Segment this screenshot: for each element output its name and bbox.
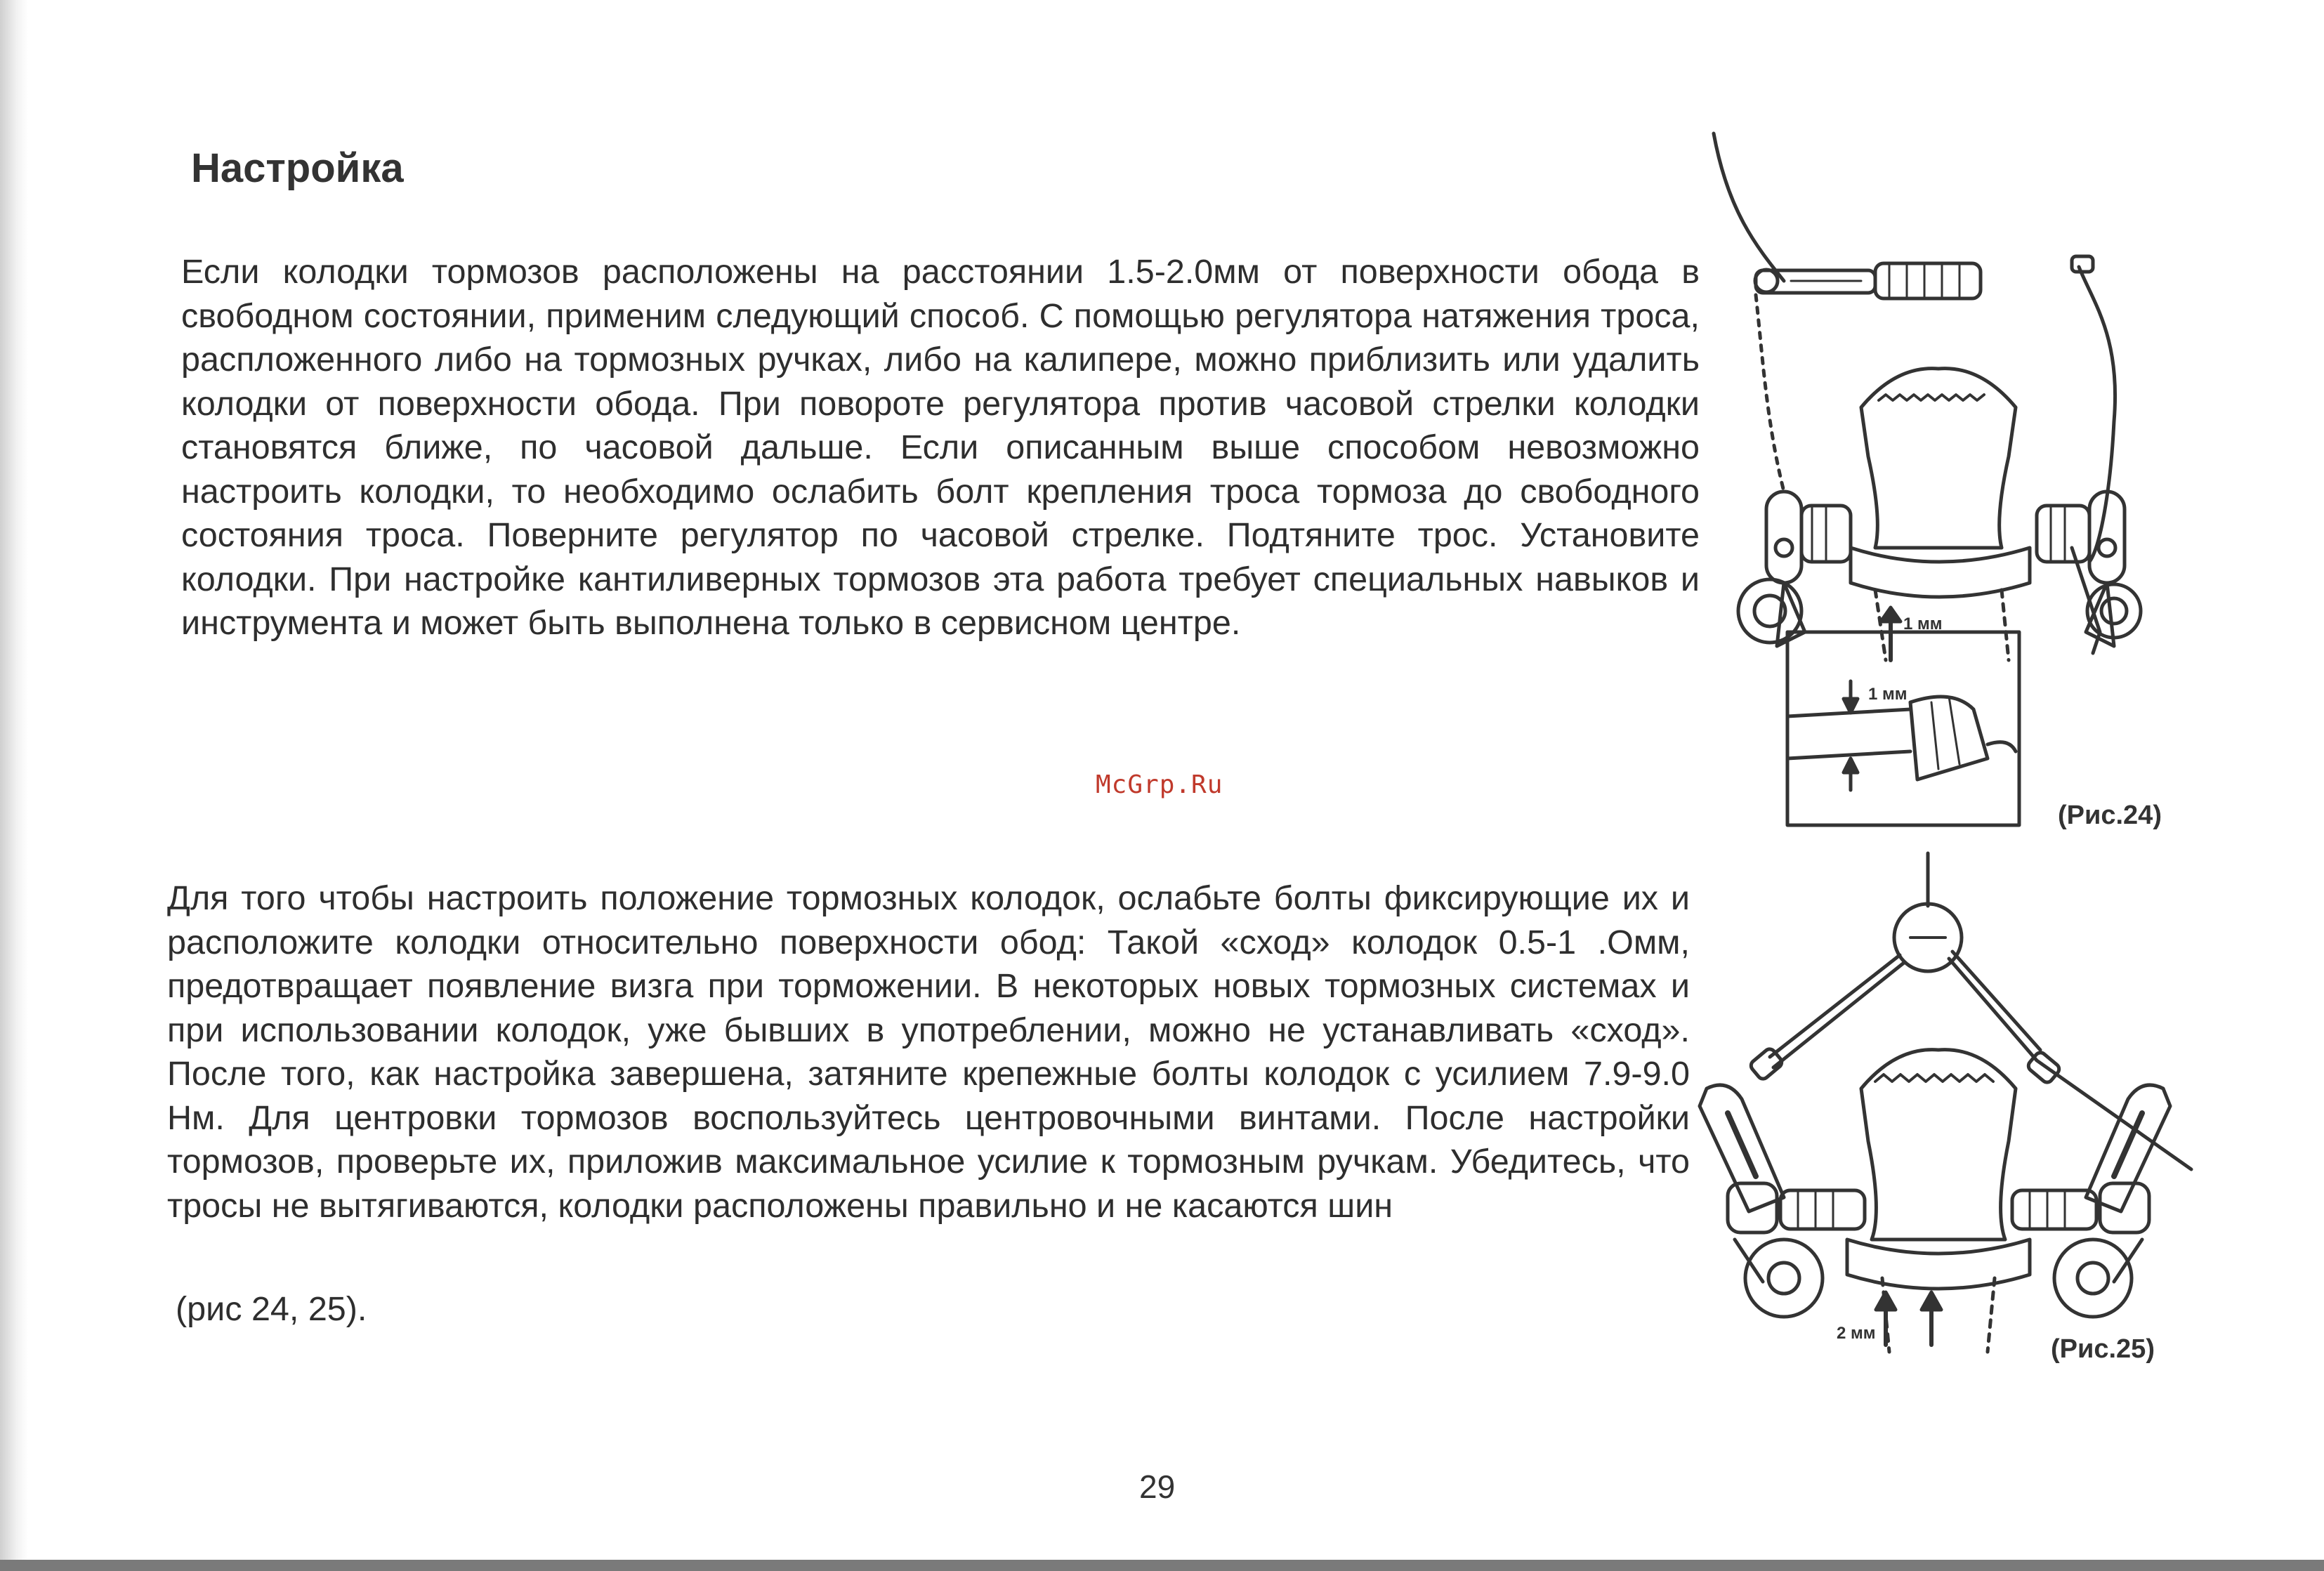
figure-24-inset-dimension-label: 1 мм [1868, 685, 1908, 704]
page-binding-shadow [0, 0, 28, 1571]
paragraph-figure-reference: (рис 24, 25). [176, 1290, 367, 1328]
figure-24-cantilever-brake-diagram [1700, 126, 2191, 836]
figure-25-dimension-label: 2 мм [1837, 1324, 1876, 1343]
scan-bottom-edge [0, 1560, 2324, 1571]
watermark: McGrp.Ru [1096, 770, 1223, 799]
figure-25-v-brake-diagram [1686, 846, 2205, 1387]
page-title: Настройка [191, 145, 404, 191]
figure-24-caption: (Рис.24) [2058, 801, 2162, 830]
figure-24-dimension-label: 1 мм [1903, 614, 1943, 633]
figure-25-caption: (Рис.25) [2051, 1334, 2155, 1364]
paragraph-cable-tension: Если колодки тормозов расположены на расстоянии 1.5-2.0мм от поверхности обода в свободном состоянии, применим следующий способ. С помощью регулятора натяжения троса, распложенного либо на тормозных ручках, либо на калипере, можно приблизить или удалить колодки от поверхности обода. При повороте регулятора против часовой стрелки колодки становятся ближе, по часовой дальше. Если описанным выше способом невозможно настроить колодки, то необходимо ослабить болт крепления троса тормоза до свободного состояния троса. Поверните регулятор по часовой стрелке. Подтяните трос. Установите колодки. При настройке кантиливерных тормозов эта работа требует специальных навыков и инструмента и может быть выполнена только в сервисном центре. [181, 253, 1700, 642]
page-number: 29 [1139, 1468, 1176, 1505]
paragraph-pad-position: Для того чтобы настроить положение тормозных колодок, ослабьте болты фиксирующие их и расположите колодки относительно поверхности обод: Такой «сход» колодок 0.5-1 .Омм, предотвращает появление визга при торможении. В некоторых новых тормозных системах и при использовании колодок, уже бывших в употреблении, можно не устанавливать «сход». После того, как настройка завершена, затяните крепежные болты колодок с усилием 7.9-9.0 Нм. Для центровки тормозов воспользуйтесь центровочными винтами. После настройки тормозов, проверьте их, приложив максимальное усилие к тормозным ручкам. Убедитесь, что тросы не вытягиваются, колодки расположены правильно и не касаются шин [167, 879, 1690, 1225]
